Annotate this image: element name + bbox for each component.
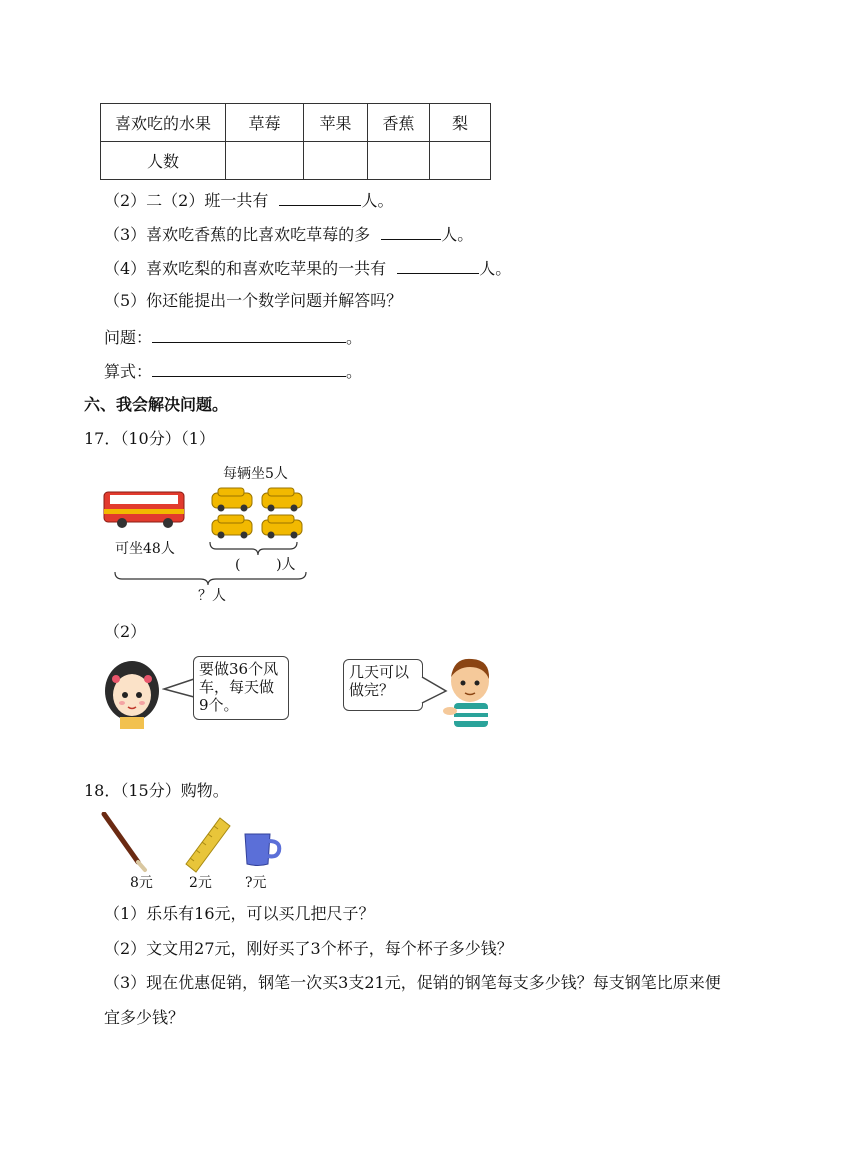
- bus-label: 可坐48人: [115, 541, 175, 557]
- section-heading: 六、我会解决问题。: [84, 395, 229, 414]
- q18-part1: （1）乐乐有16元，可以买几把尺子？: [104, 904, 375, 923]
- q16-part2-unit: 人。: [361, 191, 394, 210]
- formula-label: 算式：: [104, 362, 153, 381]
- table-cell-blank: [430, 142, 491, 180]
- car-icon: [212, 488, 252, 512]
- girl-icon: [102, 655, 164, 729]
- table-header-row: [101, 104, 491, 142]
- boy-icon: [440, 655, 496, 727]
- price-label: 2元: [189, 875, 212, 891]
- girl-speech-bubble: 要做36个风车，每天做9个。: [193, 656, 289, 720]
- q17-title: 17．（10分）（1）: [84, 429, 215, 448]
- bus-icon: [104, 492, 184, 528]
- q16-part4-text: （4）喜欢吃梨的和喜欢吃苹果的一共有: [104, 259, 387, 278]
- car-icon: [262, 515, 302, 539]
- answer-blank: [381, 223, 441, 240]
- q18-part3-continued: 宜多少钱？: [104, 1008, 185, 1027]
- answer-blank: [397, 257, 479, 274]
- brush-pen-icon: [100, 812, 150, 874]
- table-cell: 喜欢吃的水果: [101, 104, 226, 142]
- q18-part3: （3）现在优惠促销，钢笔一次买3支21元，促销的钢笔每支多少钱？每支钢笔比原来便: [104, 973, 721, 992]
- boy-speech-bubble: 几天可以做完？: [343, 659, 423, 711]
- q16-part3: [104, 223, 473, 245]
- table-cell-blank: [304, 142, 368, 180]
- table-cell: 梨: [430, 104, 491, 142]
- cars-blank-label: ( )人: [235, 557, 296, 573]
- table-cell: 香蕉: [368, 104, 430, 142]
- price-label: 8元: [130, 875, 153, 891]
- answer-blank: [152, 360, 346, 377]
- table-cell-blank: [368, 142, 430, 180]
- car-icon: [262, 488, 302, 512]
- cars-brace: [210, 542, 297, 555]
- period: 。: [346, 362, 363, 381]
- formula-line: [104, 360, 362, 382]
- q16-part2: [104, 189, 393, 211]
- answer-blank: [279, 189, 361, 206]
- price-label: ?元: [245, 875, 267, 891]
- q16-part5: （5）你还能提出一个数学问题并解答吗？: [104, 291, 403, 310]
- table-cell-blank: [226, 142, 304, 180]
- table-row: [101, 142, 491, 180]
- fruit-table: [100, 103, 491, 180]
- q16-part4: [104, 257, 511, 279]
- q18-title: 18．（15分）购物。: [84, 781, 229, 800]
- question-line: [104, 326, 362, 348]
- q16-part4-unit: 人。: [479, 259, 512, 278]
- period: 。: [346, 328, 363, 347]
- cup-icon: [242, 832, 284, 868]
- per-car-label: 每辆坐5人: [223, 466, 288, 482]
- q16-part3-unit: 人。: [441, 225, 474, 244]
- table-cell: 苹果: [304, 104, 368, 142]
- car-icon: [212, 515, 252, 539]
- question-label: 问题：: [104, 328, 153, 347]
- answer-blank: [152, 326, 346, 343]
- q16-part2-text: （2）二（2）班一共有: [104, 191, 269, 210]
- q17-part2: （2）: [104, 622, 147, 641]
- q16-part3-text: （3）喜欢吃香蕉的比喜欢吃草莓的多: [104, 225, 371, 244]
- table-cell: 草莓: [226, 104, 304, 142]
- ruler-icon: [184, 816, 232, 874]
- table-cell: 人数: [101, 142, 226, 180]
- q18-part2: （2）文文用27元，刚好买了3个杯子，每个杯子多少钱？: [104, 939, 513, 958]
- total-label: ？人: [198, 588, 226, 604]
